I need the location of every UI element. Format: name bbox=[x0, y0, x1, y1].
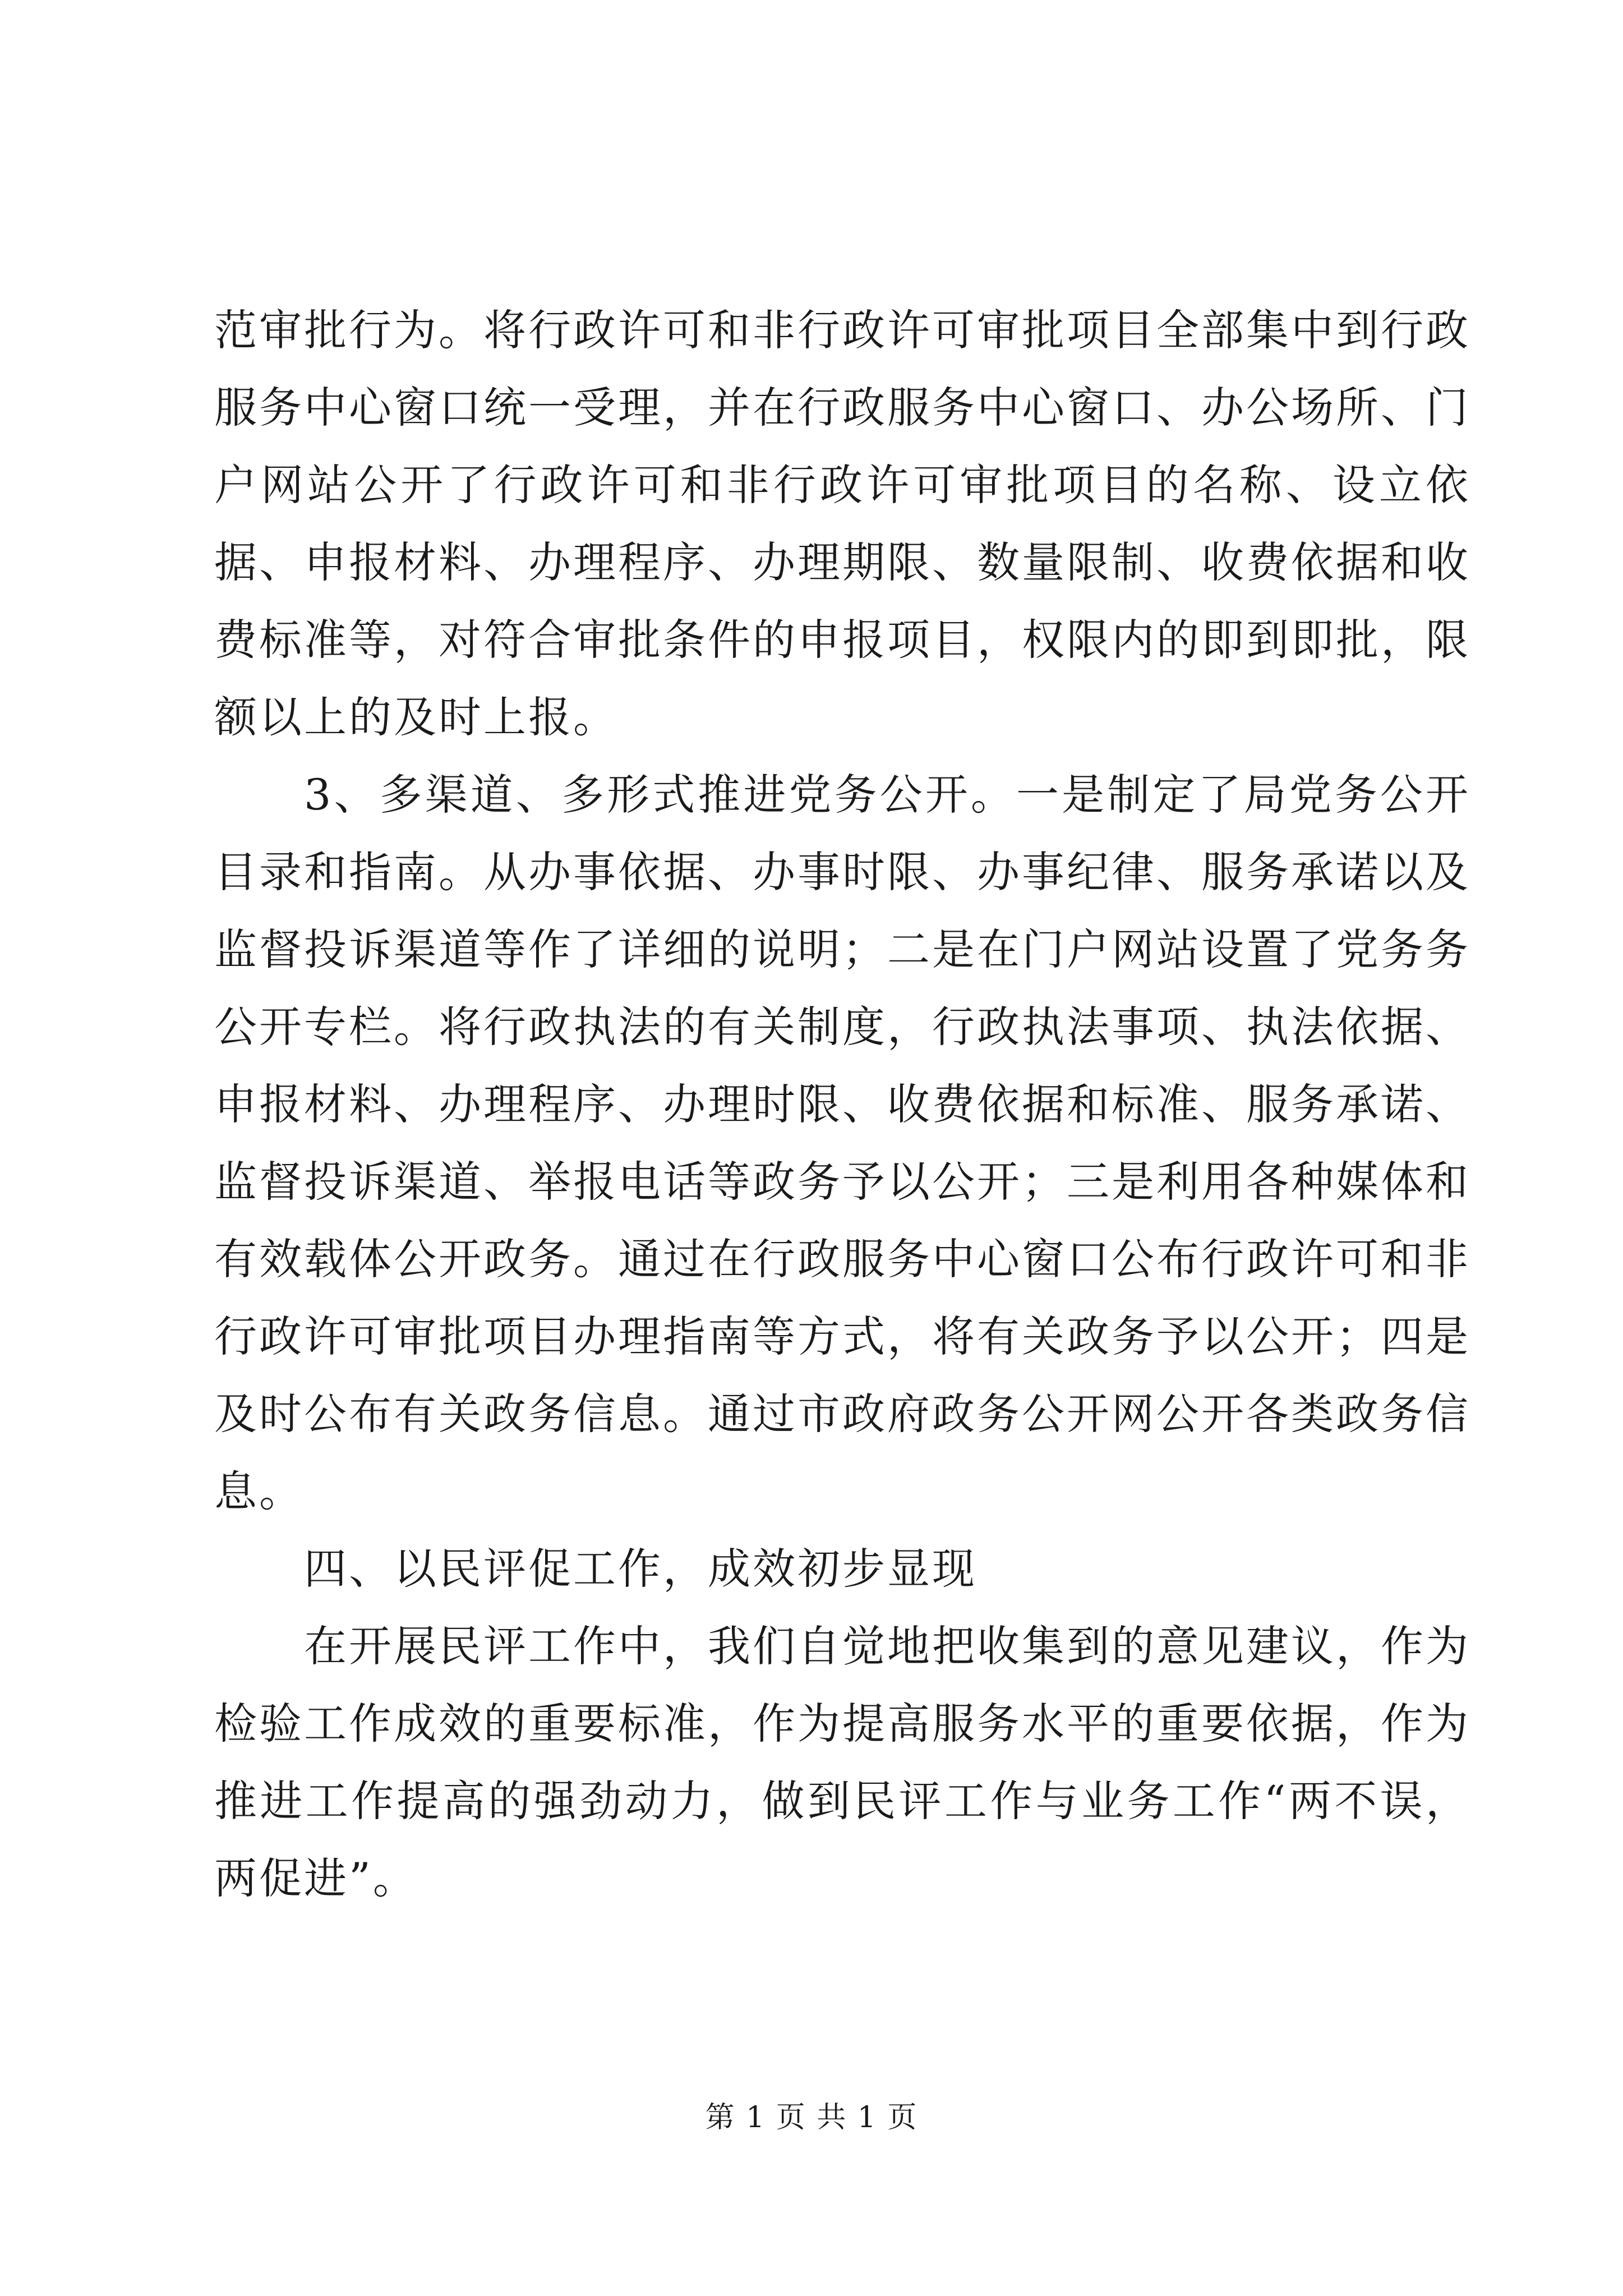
page-footer: 第 1 页 共 1 页 bbox=[705, 2101, 918, 2134]
paragraph-section-4: 在开展民评工作中，我们自觉地把收集到的意见建议，作为检验工作成效的重要标准，作为提高服务水平的重要依据，作为推进工作提高的强劲动力，做到民评工作与业务工作“两不误，两促进”。 bbox=[214, 1621, 1470, 1903]
paragraph-continuation: 范审批行为。将行政许可和非行政许可审批项目全部集中到行政服务中心窗口统一受理，并在行政服务中心窗口、办公场所、门户网站公开了行政许可和非行政许可审批项目的名称、设立依据、申报材料、办理程序、办理期限、数量限制、收费依据和收费标准等，对符合审批条件的申报项目，权限内的即到即批，限额以上的及时上报。 bbox=[214, 305, 1470, 742]
document-body bbox=[214, 292, 1470, 1917]
paragraph-item-3: 3、多渠道、多形式推进党务公开。一是制定了局党务公开目录和指南。从办事依据、办事时限、办事纪律、服务承诺以及监督投诉渠道等作了详细的说明；二是在门户网站设置了党务务公开专栏。将行政执法的有关制度，行政执法事项、执法依据、申报材料、办理程序、办理时限、收费依据和标准、服务承诺、监督投诉渠道、举报电话等政务予以公开；三是利用各种媒体和有效载体公开政务。通过在行政服务中心窗口公布行政许可和非行政许可审批项目办理指南等方式，将有关政务予以公开；四是及时公布有关政务信息。通过市政府政务公开网公开各类政务信息。 bbox=[214, 770, 1470, 1516]
section-heading-4: 四、以民评促工作，成效初步显现 bbox=[304, 1544, 977, 1594]
